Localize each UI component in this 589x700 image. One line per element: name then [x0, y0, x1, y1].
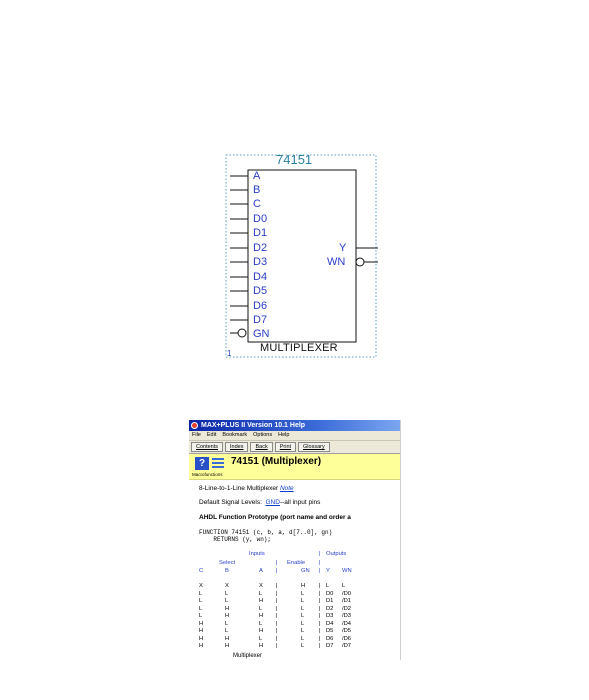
levels-rest: --all input pins: [279, 499, 321, 506]
glossary-button[interactable]: Glossary: [298, 442, 330, 452]
contents-button[interactable]: Contents: [191, 442, 223, 452]
table-cell: H: [259, 598, 264, 604]
table-cell: L: [301, 635, 305, 642]
divider-bar: |: [319, 598, 321, 604]
divider-bar: |: [276, 590, 278, 597]
table-cell: /D0: [342, 590, 352, 597]
ahdl-heading: AHDL Function Prototype (port name and order a: [199, 514, 351, 521]
table-cell: H: [199, 628, 204, 634]
pin-d6-label: D6: [253, 300, 268, 312]
table-cell: D2: [326, 605, 334, 612]
pin-d5-label: D5: [253, 285, 268, 297]
table-cell: /D1: [342, 598, 352, 604]
pin-d7-label: D7: [253, 314, 268, 326]
divider-bar: |: [319, 620, 321, 627]
prototype-line-2: RETURNS (y, wn);: [199, 536, 272, 543]
table-cell: /D4: [342, 620, 352, 627]
help-window: [189, 420, 401, 660]
prototype-line-1: FUNCTION 74151 (c, b, a, d[7..0], gn): [199, 529, 333, 536]
gnd-link[interactable]: GND: [265, 499, 280, 506]
select-header: Select: [219, 560, 236, 566]
back-button[interactable]: Back: [250, 442, 272, 452]
divider-bar: |: [319, 551, 321, 557]
col-c-header: C: [199, 568, 204, 574]
table-cell: D5: [326, 628, 334, 634]
table-cell: X: [225, 583, 229, 589]
table-cell: H: [301, 583, 306, 589]
table-cell: D7: [326, 643, 334, 649]
table-cell: L: [225, 590, 229, 597]
divider-bar: |: [319, 590, 321, 597]
table-cell: L: [259, 590, 263, 597]
symbol-title: 74151: [276, 152, 313, 167]
col-gn-header: GN: [301, 568, 310, 574]
pin-b-label: B: [253, 184, 261, 196]
divider-bar: |: [276, 560, 278, 566]
table-cell: L: [301, 643, 305, 649]
topic-title: 74151 (Multiplexer): [231, 456, 322, 467]
table-cell: L: [199, 598, 203, 604]
table-cell: L: [259, 635, 263, 642]
table-cell: L: [199, 613, 203, 619]
divider-bar: |: [276, 568, 278, 574]
window-title: MAX+PLUS II Version 10.1 Help: [201, 422, 306, 429]
table-cell: D6: [326, 635, 334, 642]
table-cell: L: [225, 598, 229, 604]
table-cell: X: [259, 583, 263, 589]
table-cell: L: [301, 613, 305, 619]
description-line: [199, 485, 294, 492]
menu-bar: [189, 431, 400, 441]
pin-d2-label: D2: [253, 242, 268, 254]
table-cell: L: [326, 583, 330, 589]
divider-bar: |: [319, 635, 321, 642]
description-text: 8-Line-to-1-Line Multiplexer: [199, 485, 279, 492]
table-cell: D3: [326, 613, 334, 619]
pin-a-label: A: [253, 170, 261, 182]
divider-bar: |: [319, 605, 321, 612]
table-cell: L: [301, 628, 305, 634]
menu-options[interactable]: Options: [253, 432, 273, 438]
signal-levels-line: [199, 499, 320, 506]
help-question-icon: ?: [195, 457, 209, 470]
table-cell: H: [199, 635, 204, 642]
table-cell: X: [199, 583, 203, 589]
table-cell: /D6: [342, 635, 352, 642]
table-cell: D1: [326, 598, 334, 604]
table-cell: /D5: [342, 628, 352, 634]
pin-d0-label: D0: [253, 213, 268, 225]
divider-bar: |: [319, 613, 321, 619]
divider-bar: |: [276, 643, 278, 649]
levels-label: Default Signal Levels:: [199, 499, 262, 506]
table-cell: H: [259, 613, 264, 619]
table-cell: L: [199, 590, 203, 597]
multiplexer-symbol[interactable]: [222, 150, 382, 362]
col-b-header: B: [225, 568, 229, 574]
divider-bar: |: [276, 583, 278, 589]
table-cell: H: [259, 643, 264, 649]
symbol-instance-number: 1: [227, 349, 232, 358]
help-button-bar: [189, 441, 400, 454]
table-cell: H: [199, 620, 204, 627]
symbol-graphic: [222, 150, 382, 362]
table-cell: H: [225, 643, 230, 649]
table-cell: D4: [326, 620, 334, 627]
divider-bar: |: [276, 598, 278, 604]
app-icon: [191, 422, 198, 429]
table-cell: L: [301, 598, 305, 604]
print-button[interactable]: Print: [275, 442, 296, 452]
inputs-group-header: Inputs: [249, 551, 265, 557]
table-cell: /D3: [342, 613, 352, 619]
table-cell: L: [259, 620, 263, 627]
table-cell: L: [301, 590, 305, 597]
topic-header: [189, 454, 400, 480]
divider-bar: |: [319, 643, 321, 649]
outputs-group-header: Outputs: [326, 551, 347, 557]
pin-d1-label: D1: [253, 227, 268, 239]
table-cell: L: [301, 605, 305, 612]
index-button[interactable]: Index: [225, 442, 248, 452]
divider-bar: |: [319, 583, 321, 589]
table-cell: L: [259, 605, 263, 612]
help-titlebar[interactable]: [189, 420, 400, 431]
list-lines-icon: [212, 458, 224, 470]
pin-wn-label: WN: [327, 256, 346, 268]
table-cell: L: [342, 583, 346, 589]
divider-bar: |: [276, 620, 278, 627]
divider-bar: |: [276, 635, 278, 642]
divider-bar: |: [319, 568, 321, 574]
figure-caption: Multiplexer: [233, 653, 263, 659]
table-cell: L: [199, 605, 203, 612]
topic-caption: Macrofunctions: [192, 472, 223, 477]
table-cell: H: [225, 635, 230, 642]
table-cell: H: [225, 605, 230, 612]
table-cell: H: [225, 613, 230, 619]
menu-file[interactable]: File: [192, 432, 201, 438]
col-a-header: A: [259, 568, 263, 574]
pin-d3-label: D3: [253, 256, 268, 268]
divider-bar: |: [276, 613, 278, 619]
symbol-footer: MULTIPLEXER: [260, 342, 338, 354]
pin-c-label: C: [253, 198, 261, 210]
menu-help[interactable]: Help: [278, 432, 290, 438]
divider-bar: |: [276, 605, 278, 612]
enable-header: Enable: [287, 560, 306, 566]
table-cell: L: [225, 620, 229, 627]
pin-gn-label: GN: [253, 328, 270, 340]
table-cell: L: [301, 620, 305, 627]
table-cell: H: [199, 643, 204, 649]
divider-bar: |: [319, 560, 321, 566]
table-cell: L: [225, 628, 229, 634]
note-link[interactable]: Note: [279, 485, 294, 492]
table-cell: D0: [326, 590, 334, 597]
table-cell: /D7: [342, 643, 352, 649]
menu-edit[interactable]: Edit: [206, 432, 217, 438]
divider-bar: |: [319, 628, 321, 634]
table-cell: /D2: [342, 605, 352, 612]
menu-bookmark[interactable]: Bookmark: [222, 432, 248, 438]
pin-d4-label: D4: [253, 271, 268, 283]
table-cell: H: [259, 628, 264, 634]
col-y-header: Y: [326, 568, 330, 574]
divider-bar: |: [276, 628, 278, 634]
pin-y-label: Y: [339, 242, 347, 254]
col-wn-header: WN: [342, 568, 352, 574]
